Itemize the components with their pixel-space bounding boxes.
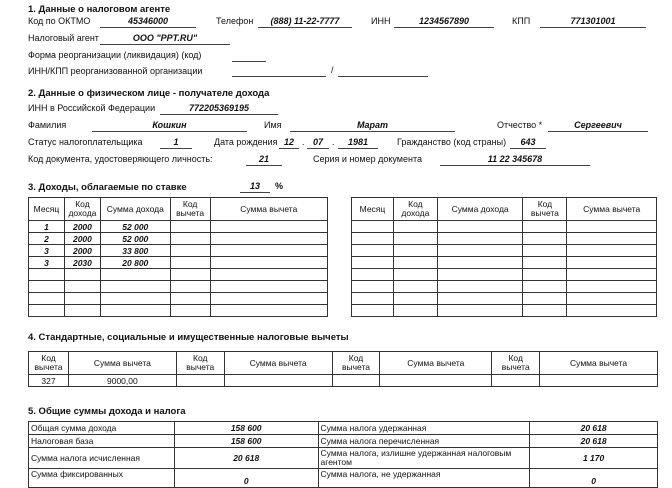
cell: 3 (29, 257, 65, 269)
col-income-code: Код дохода (64, 198, 100, 221)
table-row (29, 257, 328, 269)
col-deduction-sum: Сумма вычета (567, 198, 657, 221)
patronymic-label: Отчество * (497, 120, 543, 130)
agent-label: Налоговый агент (28, 33, 99, 43)
table-row (29, 375, 658, 387)
cell (170, 221, 210, 233)
doc-num-underline (440, 165, 590, 166)
surname-label: Фамилия (28, 120, 67, 130)
surname-underline (92, 131, 247, 132)
agent-inn-underline (394, 27, 494, 28)
doc-code-value: 21 (258, 154, 269, 164)
dob-year-underline (338, 148, 378, 149)
cell: 2000 (64, 221, 100, 233)
patronymic-underline (548, 131, 648, 132)
phone-value: (888) 11-22-7777 (270, 16, 340, 26)
section3-title: 3. Доходы, облагаемые по ставке (28, 182, 187, 193)
surname-value: Кошкин (152, 120, 187, 130)
col-income-sum: Сумма дохода (437, 198, 523, 221)
tax-withheld-value: 20 618 (530, 422, 658, 435)
cell: 33 800 (100, 245, 170, 257)
innkpp-slash: / (331, 65, 334, 75)
tax-withheld-label: Сумма налога удержанная (318, 422, 530, 435)
deduction-code-value: 327 (29, 375, 69, 387)
table-row (29, 221, 328, 233)
col-deduction-code: Код вычета (170, 198, 210, 221)
table-row (29, 269, 328, 281)
col-income-code: Код дохода (393, 198, 437, 221)
tax-transferred-value: 20 618 (530, 435, 658, 448)
dob-month-value: 07 (312, 137, 323, 147)
kpp-label: КПП (512, 16, 531, 26)
col-deduction-sum: Сумма вычета (224, 352, 332, 375)
doc-code-underline (246, 165, 282, 166)
status-underline (160, 148, 192, 149)
reorg-label: Форма реорганизации (ликвидация) (код) (28, 50, 202, 60)
income-table-right (351, 197, 657, 317)
citizenship-underline (510, 148, 546, 149)
rate-underline (240, 192, 270, 193)
dob-month-underline (307, 148, 329, 149)
cell: 3 (29, 245, 65, 257)
oktmo-underline (100, 27, 196, 28)
tax-not-withheld-label: Сумма налога, не удержанная (318, 469, 530, 488)
person-inn-underline (160, 114, 278, 115)
section4-title: 4. Стандартные, социальные и имущественные налоговые вычеты (28, 332, 349, 343)
income-table-left (28, 197, 328, 317)
doc-num-value: 11 22 345678 (487, 154, 543, 164)
fixed-advance-label: Сумма фиксированных (29, 469, 175, 488)
dob-day-value: 12 (283, 137, 294, 147)
dob-dot-2: . (332, 137, 335, 147)
oktmo-value: 45346000 (127, 16, 169, 26)
patronymic-value: Сергеевич (574, 120, 622, 130)
tax-overwithheld-value: 1 170 (530, 448, 658, 469)
col-month: Месяц (352, 198, 394, 221)
agent-inn-value: 1234567890 (418, 16, 470, 26)
table-row (29, 469, 658, 488)
name-label: Имя (264, 120, 282, 130)
col-deduction-code: Код вычета (523, 198, 567, 221)
kpp-value: 771301001 (570, 16, 616, 26)
innkpp-label: ИНН/КПП реорганизованной организации (28, 66, 203, 76)
table-row (352, 257, 657, 269)
citizenship-label: Гражданство (код страны) (397, 137, 507, 147)
total-income-label: Общая сумма дохода (29, 422, 175, 435)
reorg-underline (232, 61, 266, 62)
cell (210, 257, 327, 269)
table-row (352, 293, 657, 305)
table-row (352, 269, 657, 281)
cell (210, 221, 327, 233)
col-deduction-code: Код вычета (492, 352, 540, 375)
table-row (29, 422, 658, 435)
col-income-sum: Сумма дохода (100, 198, 170, 221)
oktmo-label: Код по ОКТМО (28, 16, 91, 26)
doc-num-label: Серия и номер документа (313, 154, 422, 164)
tax-calculated-label: Сумма налога исчисленная (29, 448, 175, 469)
cell: 20 800 (100, 257, 170, 269)
cell: 2000 (64, 245, 100, 257)
section2-title: 2. Данные о физическом лице - получателе дохода (28, 88, 270, 99)
cell (170, 245, 210, 257)
table-row (29, 233, 328, 245)
tax-not-withheld-value: 0 (530, 469, 658, 488)
col-deduction-code: Код вычета (176, 352, 224, 375)
rate-value: 13 (249, 181, 260, 191)
dob-dot-1: . (302, 137, 305, 147)
dob-label: Дата рождения (214, 137, 278, 147)
agent-inn-label: ИНН (371, 16, 391, 26)
cell: 52 000 (100, 221, 170, 233)
table-row (352, 245, 657, 257)
col-deduction-code: Код вычета (332, 352, 380, 375)
cell: 2 (29, 233, 65, 245)
table-row (29, 281, 328, 293)
status-label: Статус налогоплательщика (28, 137, 143, 147)
col-month: Месяц (29, 198, 65, 221)
cell: 2030 (64, 257, 100, 269)
agent-underline (100, 44, 230, 45)
deductions-table (28, 351, 658, 387)
col-deduction-sum: Сумма вычета (540, 352, 658, 375)
table-row (352, 281, 657, 293)
cell: 1 (29, 221, 65, 233)
citizenship-value: 643 (520, 137, 536, 147)
tax-overwithheld-label: Сумма налога, излишне удержанная налоговым агентом (318, 448, 530, 469)
col-deduction-sum: Сумма вычета (210, 198, 327, 221)
phone-label: Телефон (216, 16, 254, 26)
total-income-value: 158 600 (174, 422, 318, 435)
deduction-sum-value: 9000,00 (68, 375, 176, 387)
table-row (29, 245, 328, 257)
table-row (29, 293, 328, 305)
cell (170, 257, 210, 269)
name-value: Марат (356, 120, 389, 130)
phone-underline (258, 27, 352, 28)
cell: 2000 (64, 233, 100, 245)
section5-title: 5. Общие суммы дохода и налога (28, 406, 186, 417)
table-row (29, 305, 328, 317)
col-deduction-sum: Сумма вычета (68, 352, 176, 375)
tax-base-label: Налоговая база (29, 435, 175, 448)
totals-table (28, 421, 658, 488)
cell (210, 233, 327, 245)
col-deduction-sum: Сумма вычета (380, 352, 492, 375)
name-underline (290, 131, 455, 132)
rate-percent: % (275, 181, 284, 191)
person-inn-value: 772205369195 (188, 103, 250, 113)
fixed-advance-value: 0 (174, 469, 318, 488)
kpp-underline (540, 27, 646, 28)
dob-day-underline (279, 148, 299, 149)
table-row (352, 221, 657, 233)
tax-transferred-label: Сумма налога перечисленная (318, 435, 530, 448)
table-row (352, 233, 657, 245)
person-inn-label: ИНН в Российской Федерации (28, 103, 156, 113)
innkpp-kpp-underline (338, 76, 428, 77)
dob-year-value: 1981 (347, 137, 369, 147)
innkpp-inn-underline (232, 76, 326, 77)
doc-code-label: Код документа, удостоверяющего личность: (28, 154, 213, 164)
agent-value: ООО "PPT.RU" (132, 33, 198, 43)
table-row (352, 305, 657, 317)
cell (170, 233, 210, 245)
table-row (29, 448, 658, 469)
cell (210, 245, 327, 257)
tax-calculated-value: 20 618 (174, 448, 318, 469)
col-deduction-code: Код вычета (29, 352, 69, 375)
table-row (29, 435, 658, 448)
cell: 52 000 (100, 233, 170, 245)
section1-title: 1. Данные о налоговом агенте (28, 4, 171, 15)
status-value: 1 (173, 137, 179, 147)
tax-base-value: 158 600 (174, 435, 318, 448)
